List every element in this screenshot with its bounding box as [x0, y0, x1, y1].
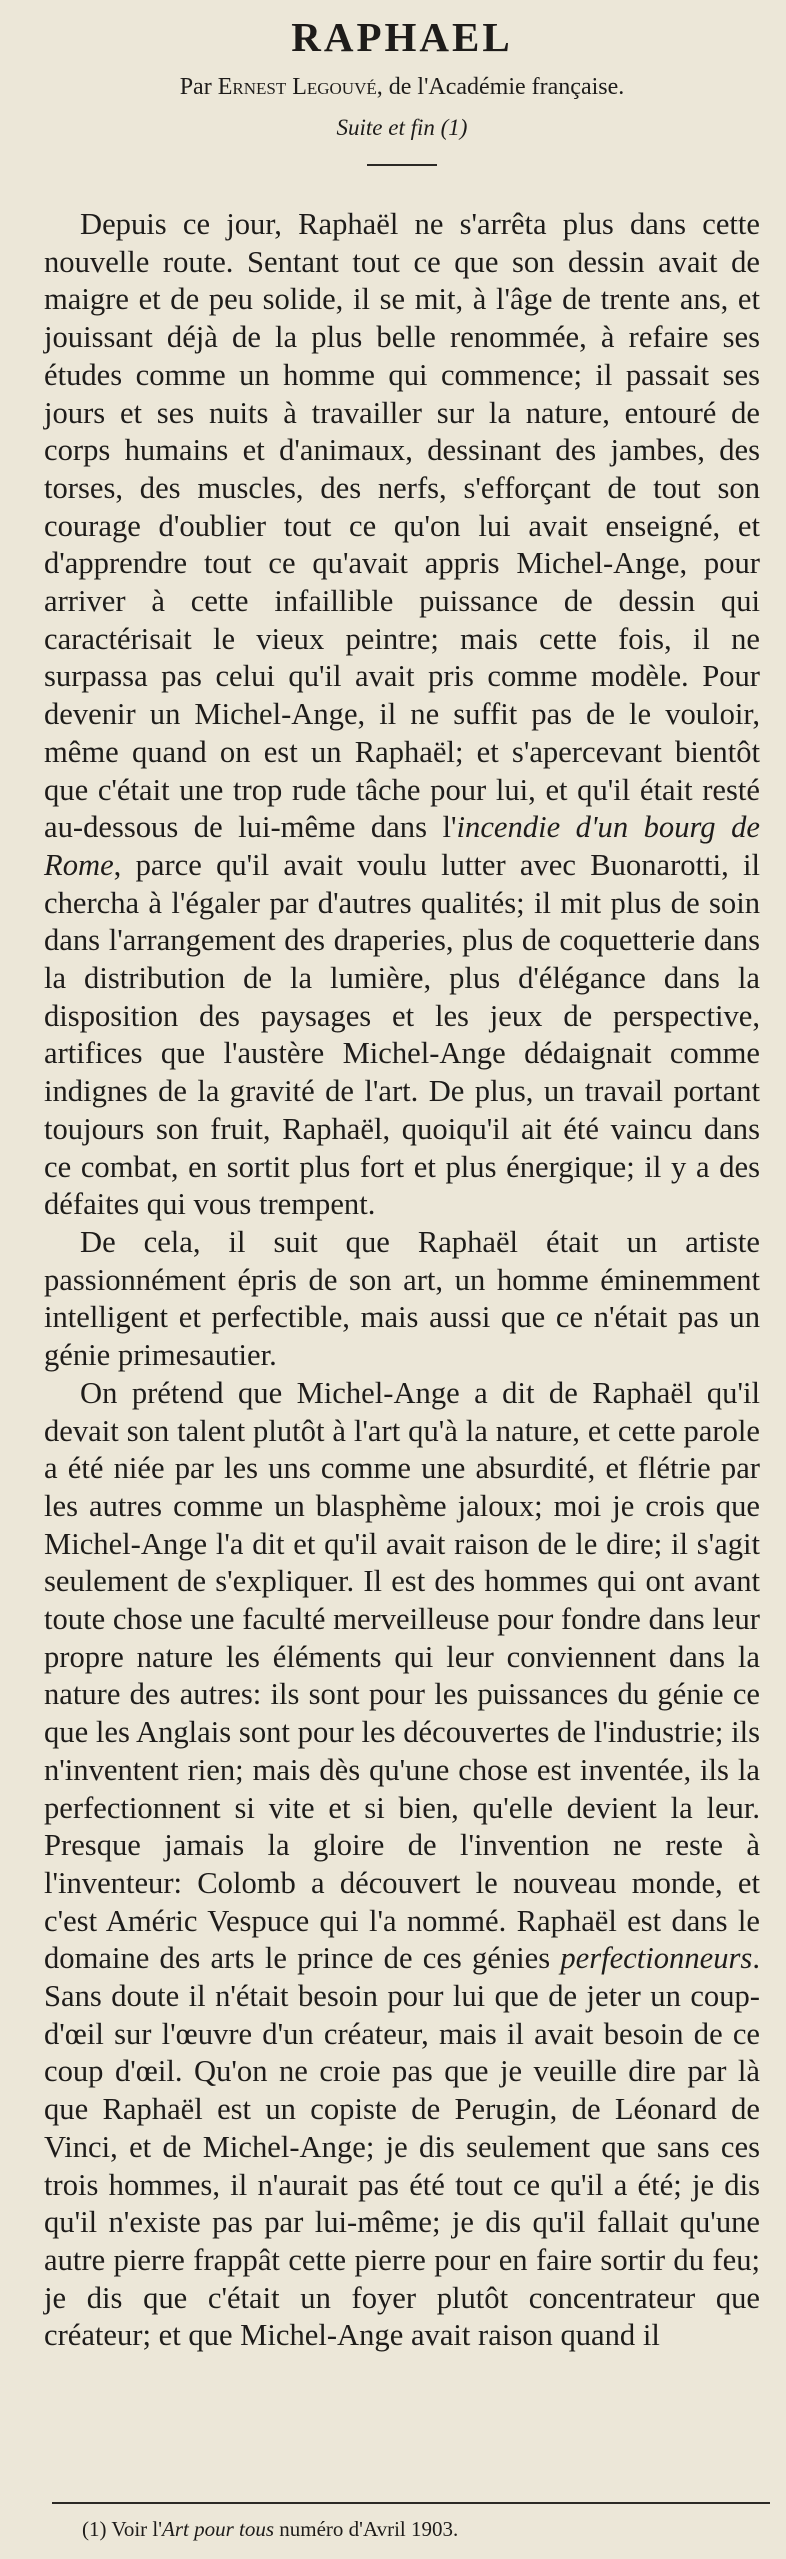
paragraph-3-text-a: On prétend que Michel-Ange a dit de Raphaël qu'il devait son talent plutôt à l'art qu'à la nature, et cette parole a été niée par les uns comme une absurdité, et flétrie par les autres comme un blasphème jaloux; moi je crois que Michel-Ange l'a dit et qu'il avait raison de le dire; il s'agit seulement de s'expliquer. Il est des hommes qui ont avant toute chose une faculté merveilleuse pour fondre dans leur propre nature les éléments qui leur conviennent dans la nature des autres: ils sont pour les puissances du génie ce que les Anglais sont pour les découvertes de l'industrie; ils n'inventent rien; mais dès qu'une chose est inventée, ils la perfectionnent si vite et si bien, qu'elle devient la leur. Presque jamais la gloire de l'invention ne reste à l'inventeur: Colomb a découvert le nouveau monde, et c'est Améric Vespuce qui l'a nommé. Raphaël est dans le domaine des arts le prince de ces génies	[44, 1375, 760, 1976]
title-divider	[367, 164, 437, 166]
footnote-divider	[52, 2502, 770, 2504]
subtitle: Suite et fin (1)	[336, 115, 468, 140]
byline-prefix: Par	[179, 74, 218, 100]
byline-suffix: , de l'Académie française.	[376, 74, 625, 100]
paragraph-1-italic: incendie d'un bourg de Rome	[44, 810, 760, 882]
article-title: RAPHAEL	[291, 14, 513, 60]
paragraph-3-italic: perfectionneurs	[560, 1941, 753, 1976]
author-name: Ernest Legouvé	[217, 74, 377, 100]
footnote-prefix: (1) Voir l'	[82, 2517, 163, 2541]
footnote-italic: Art pour tous	[162, 2517, 275, 2541]
paragraph-2: De cela, il suit que Raphaël était un artiste passionnément épris de son art, un homme éminemment intelligent et perfectible, mais aussi que ce n'était pas un génie primesautier.	[44, 1224, 760, 1373]
paragraph-3-text-b: . Sans doute il n'était besoin pour lui que de jeter un coup-d'œil sur l'œuvre d'un créateur, mais il avait besoin de ce coup d'œil. Qu'on ne croie pas que je veuille dire par là que Raphaël est un copiste de Perugin, de Léonard de Vinci, et de Michel-Ange; je dis seulement que sans ces trois hommes, il n'aurait pas été tout ce qu'il a été; je dis qu'il n'existe pas par lui-même; je dis qu'il fallait qu'une autre pierre frappât cette pierre pour en faire sortir du feu; je dis que c'était un foyer plutôt concentrateur que créateur; et que Michel-Ange avait raison quand il	[44, 1941, 760, 2353]
paragraph-3	[44, 1375, 760, 2355]
footnote-suffix: numéro d'Avril 1903.	[274, 2517, 459, 2541]
paragraph-1	[44, 206, 760, 1224]
article-body	[44, 206, 760, 2355]
paragraph-1-text-a: Depuis ce jour, Raphaël ne s'arrêta plus dans cette nouvelle route. Sentant tout ce que son dessin avait de maigre et de peu solide, il se mit, à l'âge de trente ans, et jouissant déjà de la plus belle renommée, à refaire ses études comme un homme qui commence; il passait ses jours et ses nuits à travailler sur la nature, entouré de corps humains et d'animaux, dessinant des jambes, des torses, des muscles, des nerfs, s'efforçant de tout son courage d'oublier tout ce qu'on lui avait enseigné, et d'apprendre tout ce qu'avait appris Michel-Ange, pour arriver à cette infaillible puissance de dessin qui caractérisait le vieux peintre; mais cette fois, il ne surpassa pas celui qu'il avait pris comme modèle. Pour devenir un Michel-Ange, il ne suffit pas de le vouloir, même quand on est un Raphaël; et s'apercevant bientôt que c'était une trop rude tâche pour lui, et qu'il était resté au-dessous de lui-même dans l'	[44, 207, 760, 845]
footnote	[82, 2515, 458, 2543]
byline	[44, 70, 760, 104]
paragraph-1-text-b: , parce qu'il avait voulu lutter avec Buonarotti, il chercha à l'égaler par d'autres qualités; il mit plus de soin dans l'arrangement des draperies, plus de coquetterie dans la distribution de la lumière, plus d'élégance dans la disposition des paysages et les jeux de perspective, artifices que l'austère Michel-Ange dédaignait comme indignes de la gravité de l'art. De plus, un travail portant toujours son fruit, Raphaël, quoiqu'il ait été vaincu dans ce combat, en sortit plus fort et plus énergique; il y a des défaites qui vous trempent.	[44, 847, 760, 1222]
